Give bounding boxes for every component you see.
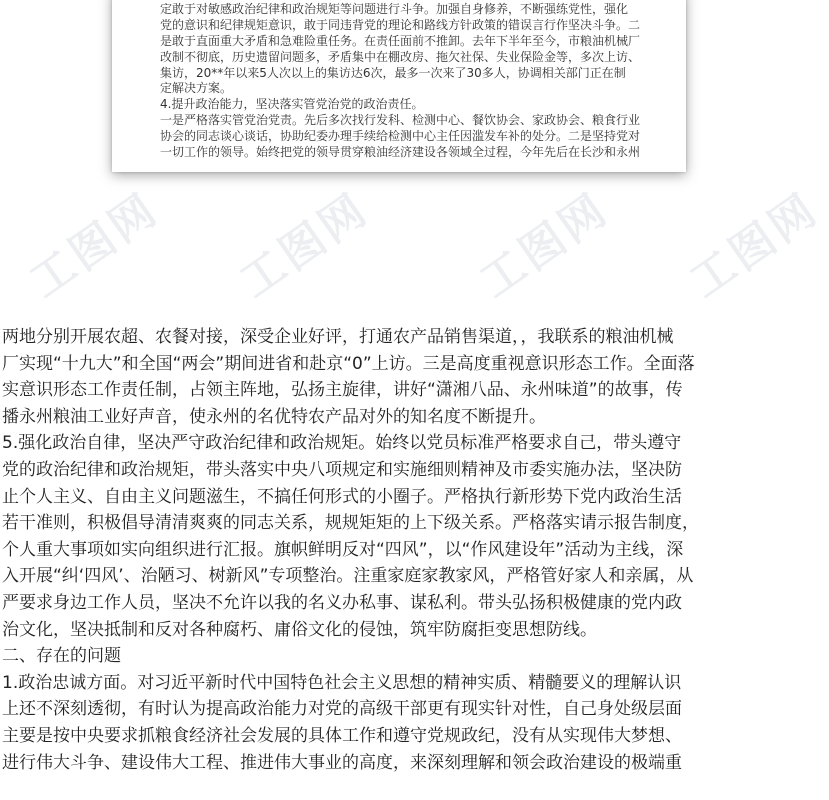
card-text-line: 协会的同志谈心谈话，协助纪委办理手续给检测中心主任因滥发车补的处分。二是坚持党对 xyxy=(160,129,641,144)
body-text-line: 主要是按中央要求抓粮食经济社会发展的具体工作和遵守党规政纪，没有从实现伟大梦想、 xyxy=(2,725,682,746)
body-text-line: 进行伟大斗争、建设伟大工程、推进伟大事业的高度，来深刻理解和领会政治建设的极端重 xyxy=(2,752,682,773)
card-text-line: 4.提升政治能力，坚决落实管党治党的政治责任。 xyxy=(160,97,424,112)
document-page-card xyxy=(112,0,686,172)
body-text-line: 治文化，坚决抵制和反对各种腐朽、庸俗文化的侵蚀，筑牢防腐拒变思想防线。 xyxy=(2,619,597,640)
watermark: 工图网 xyxy=(20,183,169,308)
card-text-line: 党的意识和纪律规矩意识，敢于同违背党的理论和路线方针政策的错误言行作坚决斗争。二 xyxy=(160,17,641,32)
card-text-line: 一是严格落实管党治党责。先后多次找行发科、检测中心、餐饮协会、家政协会、粮食行业 xyxy=(160,113,641,128)
body-text-line: 播永州粮油工业好声音，使永州的名优特农产品对外的知名度不断提升。 xyxy=(2,406,546,427)
card-text-line: 定敢于对敏感政治纪律和政治规矩等问题进行斗争。加强自身修养，不断强练党性，强化 xyxy=(160,2,629,16)
body-text-line: 二、存在的问题 xyxy=(2,646,121,667)
body-text-line: 入开展“纠‘四风’、治陋习、树新风”专项整治。注重家庭家教家风，严格管好家人和亲属，从 xyxy=(2,566,694,587)
watermark: 工图网 xyxy=(470,183,619,308)
body-text-line: 若干准则，积极倡导清清爽爽的同志关系，规规矩矩的上下级关系。严格落实请示报告制度， xyxy=(2,513,699,534)
body-text-line: 实意识形态工作责任制，占领主阵地，弘扬主旋律，讲好“潇湘八品、永州味道”的故事，传 xyxy=(2,380,683,401)
watermark: 工图网 xyxy=(230,183,379,308)
document-body-text xyxy=(2,324,798,776)
body-text-line: 党的政治纪律和政治规矩，带头落实中央八项规定和实施细则精神及市委实施办法，坚决防 xyxy=(2,459,682,480)
body-text-line: 止个人主义、自由主义问题滋生，不搞任何形式的小圈子。严格执行新形势下党内政治生活 xyxy=(2,486,682,507)
card-text-line: 改制不彻底，历史遗留问题多，矛盾集中在棚改房、拖欠社保、失业保险金等，多次上访、 xyxy=(160,49,641,64)
body-text-line: 个人重大事项如实向组织进行汇报。旗帜鲜明反对“四风”，以“作风建设年”活动为主线，深 xyxy=(2,539,684,560)
watermark: 工图网 xyxy=(680,183,829,308)
card-text-line: 一切工作的领导。始终把党的领导贯穿粮油经济建设各领域全过程，今年先后在长沙和永州 xyxy=(160,145,641,160)
body-text-line: 厂实现“十九大”和全国“两会”期间进省和赴京“0”上访。三是高度重视意识形态工作。全面落 xyxy=(2,353,695,374)
body-text-line: 1.政治忠诚方面。对习近平新时代中国特色社会主义思想的精神实质、精髓要义的理解认识 xyxy=(2,672,682,693)
card-text-line: 定解决方案。 xyxy=(160,81,233,96)
body-text-line: 两地分别开展农超、农餐对接，深受企业好评，打通农产品销售渠道，，我联系的粮油机械 xyxy=(2,327,674,347)
card-text-line: 是敢于直面重大矛盾和急难险重任务。在责任面前不推卸。去年下半年至今，市粮油机械厂 xyxy=(160,33,641,48)
body-text-line: 5.强化政治自律，坚决严守政治纪律和政治规矩。始终以党员标准严格要求自己，带头遵守 xyxy=(2,433,682,454)
body-text-line: 严要求身边工作人员，坚决不允许以我的名义办私事、谋私利。带头弘扬积极健康的党内政 xyxy=(2,592,682,613)
document-preview-area xyxy=(0,0,829,308)
body-text-line: 上还不深刻透彻，有时认为提高政治能力对党的高级干部更有现实针对性，自己身处级层面 xyxy=(2,699,682,720)
card-text-block xyxy=(160,2,670,161)
card-text-line: 集访，20**年以来5人次以上的集访达6次，最多一次来了30多人，协调相关部门正在制 xyxy=(160,65,626,80)
